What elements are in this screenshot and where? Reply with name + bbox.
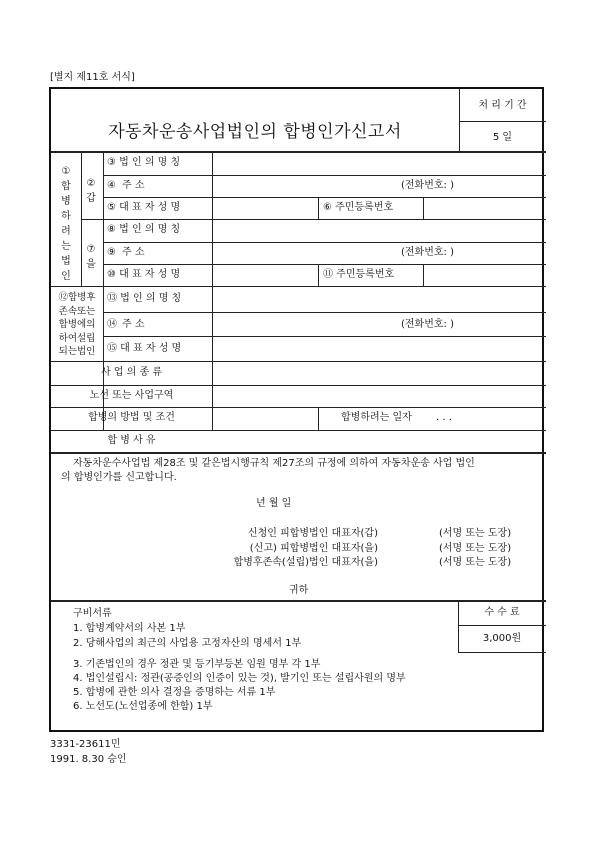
surviving-address-number: ⑭ bbox=[107, 319, 117, 330]
merger-reason-label: 합 병 사 유 bbox=[107, 435, 156, 446]
document-item: 5. 합병에 관한 의사 결정을 증명하는 서류 1부 bbox=[73, 687, 276, 698]
surviving-representative-label: ⑮ 대 표 자 성 명 bbox=[107, 343, 182, 354]
statement-line-2: 의 합병인가를 신고합니다. bbox=[61, 472, 177, 483]
form-code: 3331-23611민 bbox=[50, 739, 121, 750]
applicant-gap-sign: (서명 또는 도장) bbox=[439, 528, 512, 539]
form-number-tag: [별지 제11호 서식] bbox=[50, 72, 135, 83]
eul-address-label: 주 소 bbox=[122, 247, 145, 258]
applicant-eul-sign: (서명 또는 도장) bbox=[439, 543, 512, 554]
processing-period-value: 5 일 bbox=[492, 132, 513, 143]
eul-corporation-name-label: ⑧ 법 인 의 명 칭 bbox=[107, 224, 181, 235]
route-or-area-label: 노선 또는 사업구역 bbox=[89, 390, 174, 401]
document-item: 6. 노선도(노선업종에 한함) 1부 bbox=[73, 701, 213, 712]
surviving-phone: (전화번호: ) bbox=[401, 319, 454, 330]
applicant-gap-label: 신청인 피합병법인 대표자(갑) bbox=[247, 528, 378, 539]
form-title: 자동차운송사업법인의 합병인가신고서 bbox=[108, 122, 402, 142]
surviving-corporation-label: ⑫합병후 존속또는 합병에의 하여설립 되는법인 bbox=[58, 292, 96, 357]
processing-period-label: 처 리 기 간 bbox=[478, 100, 527, 111]
party-eul-label: ⑦ 을 bbox=[86, 244, 96, 270]
document-item: 3. 기존법인의 경우 정관 및 등기부등본 임원 명부 각 1부 bbox=[73, 659, 321, 670]
form-frame bbox=[49, 87, 544, 732]
party-gap-label: ② 갑 bbox=[86, 178, 96, 204]
statement-line-1: 자동차운수사업법 제28조 및 같은법시행규칙 제27조의 규정에 의하여 자동차운송 사업 법인 bbox=[73, 458, 475, 469]
addressee: 귀하 bbox=[289, 585, 309, 596]
surviving-address-label: 주 소 bbox=[122, 319, 145, 330]
document-item: 1. 합병계약서의 사본 1부 bbox=[73, 623, 186, 634]
gap-corporation-name-label: ③ 법 인 의 명 칭 bbox=[107, 157, 181, 168]
eul-representative-label: ⑩ 대 표 자 성 명 bbox=[107, 269, 181, 280]
fee-value: 3,000원 bbox=[482, 633, 522, 644]
document-item: 4. 법인설립시: 정관(공증인의 인증이 있는 것), 발기인 또는 설립사원의 명부 bbox=[73, 673, 406, 684]
fee-label: 수 수 료 bbox=[484, 607, 520, 618]
applicant-surviving-sign: (서명 또는 도장) bbox=[439, 557, 512, 568]
approval-date: 1991. 8.30 승인 bbox=[50, 754, 127, 765]
gap-representative-label: ⑤ 대 표 자 성 명 bbox=[107, 202, 181, 213]
eul-phone: (전화번호: ) bbox=[401, 247, 454, 258]
gap-phone: (전화번호: ) bbox=[401, 180, 454, 191]
eul-resident-number-label: ⑪ 주민등록번호 bbox=[323, 269, 395, 280]
gap-resident-number-label: ⑥ 주민등록번호 bbox=[323, 202, 394, 213]
required-documents-heading: 구비서류 bbox=[73, 608, 112, 619]
applicant-surviving-label: 합병후존속(설립)법인 대표자(을) bbox=[233, 557, 378, 568]
surviving-name-label: ⑬ 법 인 의 명 칭 bbox=[107, 293, 182, 304]
document-item: 2. 당해사업의 최근의 사업용 고정자산의 명세서 1부 bbox=[73, 638, 302, 649]
statement-date: 년 월 일 bbox=[256, 498, 292, 509]
eul-address-number: ⑨ bbox=[107, 247, 116, 258]
merger-date-label: 합병하려는 일자 bbox=[341, 412, 412, 423]
gap-address-number: ④ bbox=[107, 180, 116, 191]
merger-date-value: . . . bbox=[436, 412, 452, 423]
business-type-label: 사 업 의 종 류 bbox=[100, 367, 162, 378]
merging-corporation-label: ① 합 병 하 려 는 법 인 bbox=[61, 166, 71, 282]
merger-method-label: 합병의 방법 및 조건 bbox=[88, 412, 175, 423]
gap-address-label: 주 소 bbox=[122, 180, 145, 191]
applicant-eul-label: (신고) 피합병법인 대표자(을) bbox=[249, 543, 378, 554]
